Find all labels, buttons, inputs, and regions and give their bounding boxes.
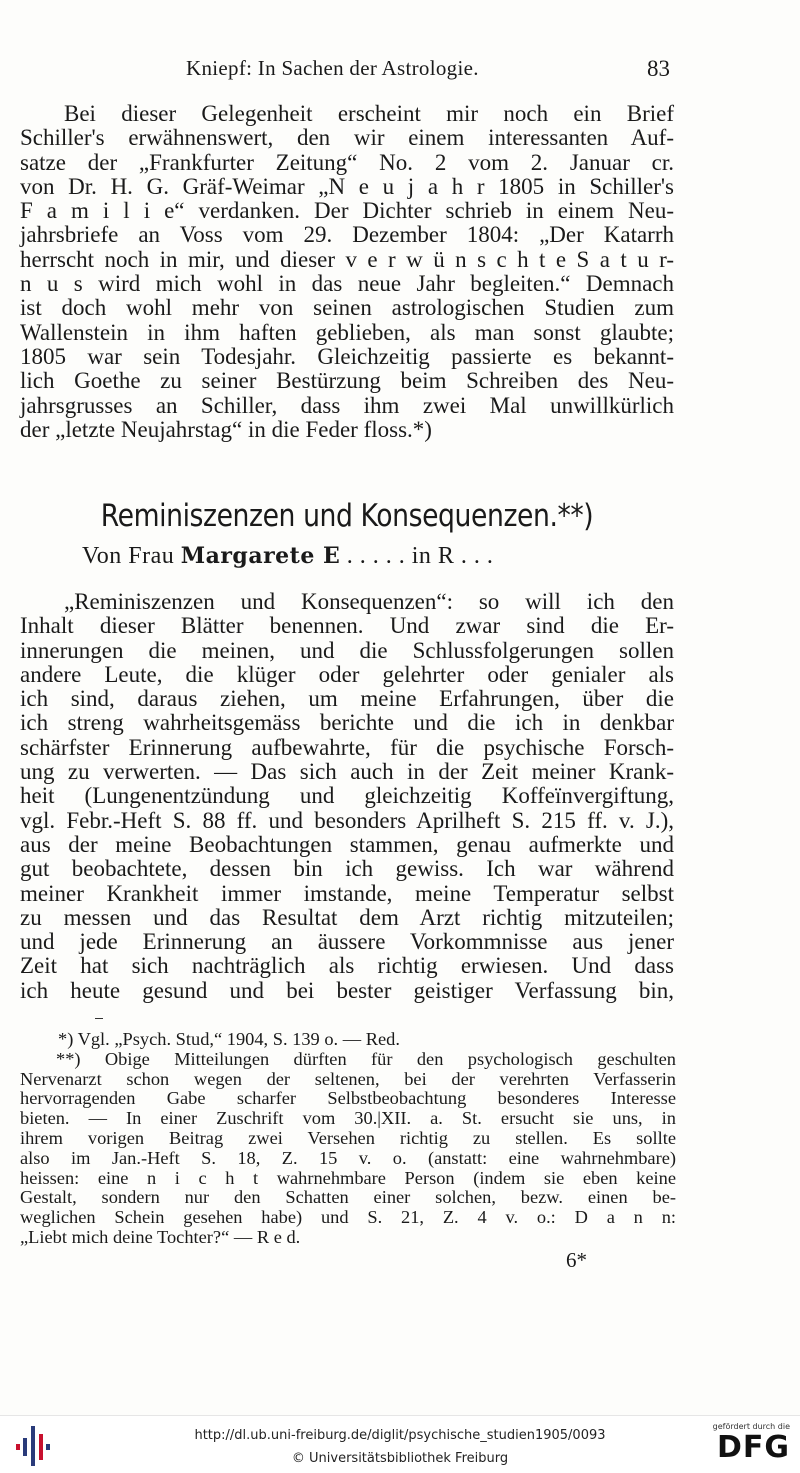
text-line: vgl. Febr.-Heft S. 88 ff. und besonders Aprilheft S. 215 ff. v. J.), <box>20 807 674 833</box>
text-line: der „letzte Neujahrstag“ in die Feder floss.*) <box>20 416 432 442</box>
text-line: andere Leute, die klüger oder gelehrter oder genialer als <box>20 661 674 687</box>
page-number: 83 <box>647 56 670 81</box>
text-line: ung zu verwerten. — Das sich auch in der Zeit meiner Krank- <box>20 759 674 785</box>
text-line: von Dr. H. G. Gräf-Weimar „N e u j a h r 1805 in Schiller's <box>20 173 674 199</box>
byline-suffix: . . . . . in R . . . <box>346 543 494 569</box>
dfg-wordmark: DFG <box>716 1430 790 1465</box>
footnote-line: heissen: eine n i c h t wahrnehmbare Person (indem sie eben keine <box>20 1167 676 1188</box>
text-line: und jede Erinnerung an äussere Vorkommnisse aus jener <box>20 929 674 955</box>
text-line: „Reminiszenzen und Konsequenzen“: so will ich den <box>64 589 674 614</box>
dfg-funding-note: gefördert durch die <box>712 1422 790 1431</box>
paragraph-schiller-letter <box>20 102 674 442</box>
text-line: satze der „Frankfurter Zeitung“ No. 2 vom 2. Januar cr. <box>20 149 674 175</box>
footnote-line: hervorragenden Gabe scharfer Selbstbeobachtung besonderes Interesse <box>20 1088 676 1109</box>
text-line: ich heute gesund und bei bester geistiger Verfassung bin, <box>20 977 674 1003</box>
footnote-line: „Liebt mich deine Tochter?“ — R e d. <box>20 1226 301 1247</box>
text-line: Zeit hat sich nachträglich als richtig erwiesen. Und dass <box>20 953 674 979</box>
text-line: zu messen und das Resultat dem Arzt richtig mitzuteilen; <box>20 904 674 930</box>
copyright-notice: © Universitätsbibliothek Freiburg <box>291 1451 509 1466</box>
text-line: ich streng wahrheitsgemäss berichte und die ich in denkbar <box>20 710 674 736</box>
viewer-footer <box>0 1415 800 1473</box>
text-line: schärfster Erinnerung aufbewahrte, für die psychische Forsch- <box>20 734 674 760</box>
text-line: Wallenstein in ihm haften geblieben, als man sonst glaubte; <box>20 319 674 345</box>
text-line: herrscht noch in mir, und dieser v e r w ü n s c h t e S a t u r- <box>20 246 674 272</box>
text-line: ist doch wohl mehr von seinen astrologischen Studien zum <box>20 295 674 321</box>
footnote-line: ihrem vorigen Beitrag zwei Versehen richtig zu stellen. Es sollte <box>20 1127 676 1148</box>
byline-author: Margarete E <box>180 543 341 569</box>
text-line: Inhalt dieser Blätter benennen. Und zwar sind die Er- <box>20 613 674 639</box>
dfg-logo <box>708 1422 790 1470</box>
source-url[interactable]: http://dl.ub.uni-freiburg.de/diglit/psychische_studien1905/0093 <box>194 1428 606 1443</box>
running-header <box>20 56 672 86</box>
text-line: Bei dieser Gelegenheit erscheint mir noch ein Brief <box>64 101 674 126</box>
footnote-line: Gestalt, sondern nur den Schatten einer solchen, bezw. einen be- <box>20 1187 676 1208</box>
footnote-line: *) Vgl. „Psych. Stud,“ 1904, S. 139 o. — Red. <box>58 1029 400 1049</box>
footnotes <box>20 1030 676 1248</box>
text-line: F a m i l i e“ verdanken. Der Dichter schrieb in einem Neu- <box>20 198 674 224</box>
byline-prefix: Von Frau <box>82 543 175 569</box>
footnote-line: also im Jan.-Heft S. 18, Z. 15 v. o. (anstatt: eine wahrnehmbare) <box>20 1147 676 1168</box>
footnote-line: Nervenarzt schon wegen der seltenen, bei der verehrten Verfasserin <box>20 1068 676 1089</box>
text-line: aus der meine Beobachtungen stammen, genau aufmerkte und <box>20 831 674 857</box>
text-line: ich sind, daraus ziehen, um meine Erfahrungen, über die <box>20 686 674 712</box>
article-heading: Reminiszenzen und Konsequenzen.**) <box>100 498 594 534</box>
article-byline <box>82 543 642 570</box>
paragraph-reminiscences <box>20 590 674 1003</box>
signature-mark: 6* <box>566 1248 587 1272</box>
footnote-divider <box>95 1018 103 1019</box>
footnote-line: weglichen Schein gesehen habe) und S. 21, Z. 4 v. o.: D a n n: <box>20 1207 676 1228</box>
text-line: heit (Lungenentzündung und gleichzeitig Koffeïnvergiftung, <box>20 783 674 809</box>
footnote-line: bieten. — In einer Zuschrift vom 30.|XII. a. St. ersucht sie uns, in <box>20 1108 676 1129</box>
text-line: jahrsgrusses an Schiller, dass ihm zwei Mal unwillkürlich <box>20 392 674 418</box>
text-line: Schiller's erwähnenswert, den wir einem interessanten Auf- <box>20 125 674 151</box>
footnote-line: **) Obige Mitteilungen dürften für den psychologisch geschulten <box>56 1048 676 1069</box>
text-line: lich Goethe zu seiner Bestürzung beim Schreiben des Neu- <box>20 368 674 394</box>
running-title: Kniepf: In Sachen der Astrologie. <box>186 56 479 80</box>
text-line: jahrsbriefe an Voss vom 29. Dezember 1804: „Der Katarrh <box>20 222 674 248</box>
text-line: innerungen die meinen, und die Schlussfolgerungen sollen <box>20 637 674 663</box>
text-line: meiner Krankheit immer imstande, meine Temperatur selbst <box>20 880 674 906</box>
text-line: n u s wird mich wohl in das neue Jahr begleiten.“ Demnach <box>20 271 674 297</box>
text-line: 1805 war sein Todesjahr. Gleichzeitig passierte es bekannt- <box>20 343 674 369</box>
text-line: gut beobachtete, dessen bin ich gewiss. Ich war während <box>20 856 674 882</box>
